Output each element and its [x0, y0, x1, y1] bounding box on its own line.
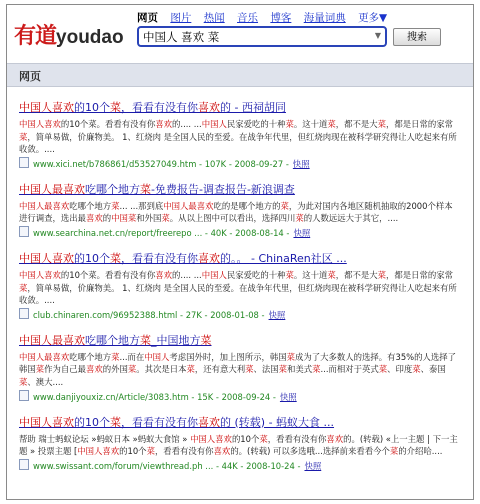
result-meta [19, 459, 459, 472]
snippet-text: ，都是日常的家常 [385, 269, 453, 280]
snippet-highlight: 菜 [280, 200, 289, 211]
title-text: 的10个 [74, 415, 110, 429]
snippet-highlight: 菜 [312, 364, 321, 375]
snippet-highlight: 菜 [259, 433, 268, 444]
snippet-highlight: 菜 [111, 200, 120, 211]
snippet-highlight: 菜 [186, 364, 195, 375]
snippet-text: 、法国 [253, 364, 279, 375]
tab-news[interactable]: 热闻 [203, 12, 225, 24]
snippet-text: 和外国 [136, 213, 162, 224]
snippet-text: 。从以上图中可以看出，选择四川 [169, 213, 296, 224]
title-highlight: 中国人最喜欢 [19, 182, 85, 196]
title-highlight: 中国人最喜欢 [19, 333, 85, 347]
snippet-highlight: 中国人喜欢 [190, 433, 232, 444]
snippet-highlight: 菜 [35, 364, 45, 375]
snippet-text: ，简单易做，价廉物美。 1、红烧肉 是全国人民的至爱。在战争年代里，但红烧肉现在被科学研究得让人吃起来有所收敛。.... [19, 131, 457, 155]
snapshot-link[interactable]: 快照 [304, 460, 322, 471]
title-highlight: 菜 [140, 182, 151, 196]
snippet-highlight: 菜 [146, 446, 155, 457]
snippet-text: 的10个 [119, 446, 147, 457]
result-item [19, 415, 459, 472]
nav-tabs [137, 10, 396, 25]
snippet-text: 。其次是日本 [136, 364, 187, 375]
title-highlight: 中国人喜欢 [19, 101, 74, 114]
snippet-highlight: 菜 [285, 119, 294, 129]
snippet-highlight: 菜 [389, 446, 399, 457]
result-snippet [19, 118, 459, 156]
snippet-highlight: 菜 [327, 119, 336, 129]
snippet-text: 的10个 [231, 433, 260, 444]
snapshot-link[interactable]: 快照 [279, 391, 297, 402]
snippet-highlight: 菜 [377, 269, 386, 280]
page-icon [19, 226, 29, 237]
result-title-link[interactable] [19, 415, 459, 430]
title-highlight: 菜 [110, 101, 121, 114]
snippet-text: 的介绍哈.... [398, 446, 443, 457]
snippet-highlight: 喜欢 [86, 213, 103, 224]
snippet-highlight: 中国人 [144, 351, 170, 362]
snippet-highlight: 菜 [327, 269, 336, 280]
snippet-highlight: 中国人 [201, 119, 227, 129]
snippet-highlight: 菜 [19, 376, 28, 387]
snippet-text: 和美式 [287, 364, 313, 375]
snippet-highlight: 菜 [378, 364, 388, 375]
header [7, 5, 473, 59]
snippet-highlight: 中国人喜欢 [77, 446, 120, 457]
dropdown-arrow-icon[interactable]: ▼ [374, 31, 381, 40]
snippet-text: 考虑国外时，加上图所示，韩国 [169, 351, 287, 362]
result-url: club.chinaren.com/96952388.html - 27K - 2008-01-08 - [33, 309, 265, 320]
result-meta [19, 308, 459, 321]
snippet-text: ，看看有没有你 [267, 433, 327, 444]
snippet-text: 的人数远远大于其它，.... [303, 213, 399, 224]
search-results-window [6, 4, 474, 500]
title-highlight: 菜 [110, 251, 121, 265]
title-highlight: 中国人喜欢 [19, 415, 74, 429]
snippet-highlight: 菜 [377, 119, 386, 129]
result-snippet [19, 351, 459, 389]
result-title-link[interactable] [19, 100, 459, 115]
snippet-highlight: 菜 [285, 269, 294, 280]
snippet-text: 民家爱吃的十种 [226, 119, 286, 129]
snippet-highlight: 喜欢 [86, 364, 103, 375]
snippet-text: 。这十道 [293, 269, 328, 280]
snippet-text: ... ...那到底 [119, 200, 164, 211]
tab-images[interactable]: 图片 [170, 12, 192, 24]
result-url: www.swissant.com/forum/viewthread.ph ... - 44K - 2008-10-24 - [33, 460, 301, 471]
result-item [19, 100, 459, 170]
tab-music[interactable]: 音乐 [237, 12, 259, 24]
title-text: 的 (转载) - 蚂蚁大食 ... [220, 415, 335, 429]
snippet-text: 成为了大多数人的选择。有35%的人选择了韩国 [19, 351, 456, 375]
snippet-highlight: 菜 [295, 213, 304, 224]
logo-cn: 有道 [14, 24, 57, 49]
snippet-text: 帮助 瑞士蚂蚁论坛 »蚂蚁日本 »蚂蚁大食馆 » [19, 433, 191, 444]
snippet-text: 。这十道 [293, 119, 328, 129]
snippet-highlight: 喜欢 [155, 119, 173, 129]
result-meta [19, 390, 459, 403]
snippet-text: 、泰国 [420, 364, 446, 375]
title-text: 的10个 [74, 101, 110, 114]
snippet-text: 、印度 [387, 364, 413, 375]
snippet-text: 的外国 [102, 364, 128, 375]
snippet-highlight: 菜 [161, 213, 170, 224]
snippet-highlight: 喜欢 [326, 433, 344, 444]
snippet-highlight: 中国菜 [111, 213, 137, 224]
search-button[interactable]: 搜索 [393, 28, 441, 46]
page-icon [19, 390, 29, 401]
snippet-text: 、澳大.... [27, 376, 64, 387]
result-item [19, 333, 459, 403]
result-title-link[interactable] [19, 251, 459, 266]
snapshot-link[interactable]: 快照 [293, 227, 311, 238]
snippet-highlight: 菜 [19, 131, 28, 142]
title-text: 吃哪个地方 [85, 333, 140, 347]
section-bar [7, 63, 473, 87]
section-label: 网页 [19, 70, 41, 83]
snippet-text: 吃的是哪个地方的 [213, 200, 281, 211]
title-text: _中国地方 [151, 333, 201, 347]
search-input[interactable] [143, 29, 363, 44]
snippet-highlight: 中国人喜欢 [19, 269, 61, 280]
title-text: ，看看有没有你 [121, 415, 198, 429]
snippet-text: 的。(转载) «上一主题 | 下一主题 » 投票主题 [ [19, 433, 458, 457]
result-snippet [19, 269, 459, 307]
result-url: www.danjiyouxiz.cn/Article/3083.htm - 15K - 2008-09-24 - [33, 391, 276, 402]
title-highlight: 菜 [200, 333, 212, 347]
snippet-text: 的。(转载) 可以多选哦...选择前来看看今个 [230, 446, 390, 457]
snippet-highlight: 中国人最喜欢 [19, 351, 70, 362]
result-meta [19, 226, 459, 239]
snippet-text: 的10个菜。看看有没有你 [60, 269, 156, 280]
snippet-text: 的.... ... [172, 119, 202, 129]
title-highlight: 菜 [110, 415, 121, 429]
snippet-highlight: 菜 [19, 282, 28, 293]
snippet-highlight: 菜 [278, 364, 287, 375]
snippet-highlight: 中国人最喜欢 [163, 200, 214, 211]
snippet-text: 作为自己最 [44, 364, 86, 375]
snippet-text: ...而在 [119, 351, 145, 362]
title-highlight: 喜欢 [198, 415, 220, 429]
tab-web[interactable]: 网页 [137, 12, 158, 24]
title-text: -免费报告-调查报告-新浪调查 [151, 182, 295, 196]
result-title-link[interactable] [19, 333, 459, 348]
snippet-text: 吃哪个地方 [69, 200, 112, 211]
snippet-text: 的 [102, 213, 112, 224]
title-text: 的。。 - ChinaRen社区 ... [220, 251, 347, 265]
snippet-highlight: 菜 [111, 351, 120, 362]
snippet-highlight: 中国人最喜欢 [19, 200, 70, 211]
snippet-text: ，都不是大 [335, 269, 378, 280]
result-item [19, 251, 459, 321]
page-icon [19, 459, 29, 470]
snippet-highlight: 中国人 [201, 269, 227, 280]
title-highlight: 中国人喜欢 [19, 251, 74, 265]
snippet-text: ，都不是大 [335, 119, 378, 129]
snippet-text: ，为此对国内各地区随机抽取的2000个样本进行调查，选出最 [19, 200, 453, 224]
snippet-text: ，都是日常的家常 [385, 119, 453, 129]
result-snippet [19, 200, 459, 225]
title-text: ，看看有没有你 [121, 251, 198, 265]
title-text: 的10个 [74, 251, 110, 265]
youdao-logo[interactable] [14, 19, 124, 50]
tab-blog[interactable]: 博客 [270, 12, 292, 24]
snippet-text: ...而相对于英式 [320, 364, 379, 375]
snippet-highlight: 喜欢 [155, 269, 173, 280]
page-icon [19, 308, 29, 319]
title-highlight: 菜 [140, 333, 151, 347]
title-highlight: 喜欢 [198, 251, 220, 265]
tab-dictionary[interactable]: 海量词典 [303, 12, 346, 24]
title-text: 的 - 西祠胡同 [220, 101, 286, 114]
result-url: www.xici.net/b786861/d53527049.htm - 107K - 2008-09-27 - [33, 158, 289, 169]
page-icon [19, 157, 29, 168]
snippet-text: 的10个菜。看看有没有你 [60, 119, 156, 129]
snippet-text: ，还有意大利 [194, 364, 246, 375]
snippet-highlight: 菜 [412, 364, 421, 375]
snippet-text: ，简单易做，价廉物美。 1、红烧肉 是全国人民的至爱。在战争年代里，但红烧肉现在被科学研究得让人吃起来有所收敛。.... [19, 282, 457, 306]
results-list [19, 100, 459, 484]
result-title-link[interactable] [19, 182, 459, 197]
snippet-highlight: 菜 [127, 364, 137, 375]
result-meta [19, 157, 459, 170]
title-text: 吃哪个地方 [85, 182, 140, 196]
snippet-text: 吃哪个地方 [69, 351, 112, 362]
logo-en: youdao [56, 27, 124, 48]
search-box [137, 26, 387, 47]
tab-more[interactable]: 更多▼ [358, 12, 388, 24]
snippet-highlight: 菜 [245, 364, 254, 375]
title-text: ，看看有没有你 [121, 101, 198, 114]
result-url: www.searchina.net.cn/report/freerepo ... - 40K - 2008-08-14 - [33, 227, 290, 238]
result-item [19, 182, 459, 239]
result-snippet [19, 433, 459, 458]
snippet-highlight: 中国人喜欢 [19, 119, 61, 129]
snippet-text: 的.... ... [172, 269, 202, 280]
snippet-highlight: 喜欢 [213, 446, 231, 457]
snapshot-link[interactable]: 快照 [292, 158, 310, 169]
snippet-text: ，看看有没有你 [154, 446, 214, 457]
snapshot-link[interactable]: 快照 [268, 309, 286, 320]
snippet-highlight: 菜 [286, 351, 295, 362]
snippet-text: 民家爱吃的十种 [226, 269, 286, 280]
title-highlight: 喜欢 [198, 101, 220, 114]
